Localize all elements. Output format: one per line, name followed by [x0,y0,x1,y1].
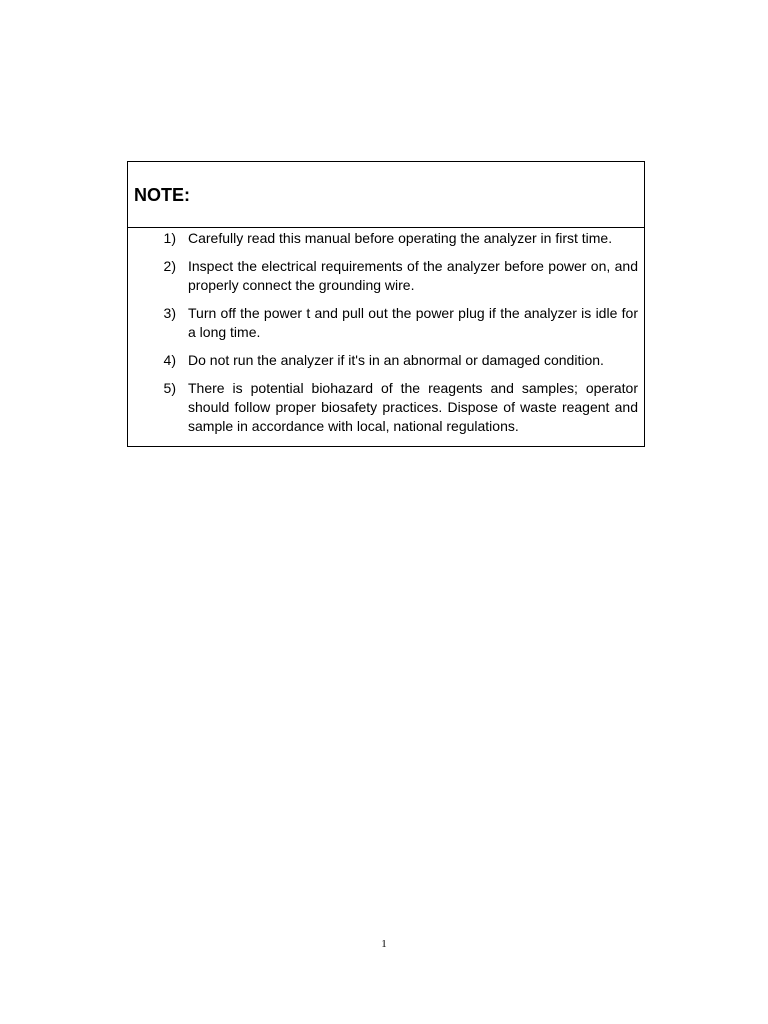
note-item [128,229,638,248]
note-item [128,257,638,295]
note-item-number: 5) [163,380,176,396]
note-box [127,161,645,447]
note-item-number: 2) [163,258,176,274]
note-item [128,304,638,342]
note-item-number: 3) [163,305,176,321]
note-item-number: 4) [163,352,176,368]
note-item-text: There is potential biohazard of the reagents and samples; operator should follow proper biosafety practices. Dispose of waste reagent and sample in accordance with local, national regulations. [188,380,638,434]
note-title: NOTE: [134,185,190,205]
note-header [128,162,644,228]
page-number: 1 [381,938,387,950]
note-item-text: Inspect the electrical requirements of the analyzer before power on, and properly connect the grounding wire. [188,258,638,293]
note-list [128,228,644,446]
note-item-text: Carefully read this manual before operating the analyzer in first time. [188,230,613,246]
note-item-text: Do not run the analyzer if it's in an abnormal or damaged condition. [188,352,604,368]
note-item-text: Turn off the power t and pull out the power plug if the analyzer is idle for a long time. [188,305,638,340]
note-item-number: 1) [163,230,176,246]
note-item [128,379,638,436]
note-item [128,351,638,370]
